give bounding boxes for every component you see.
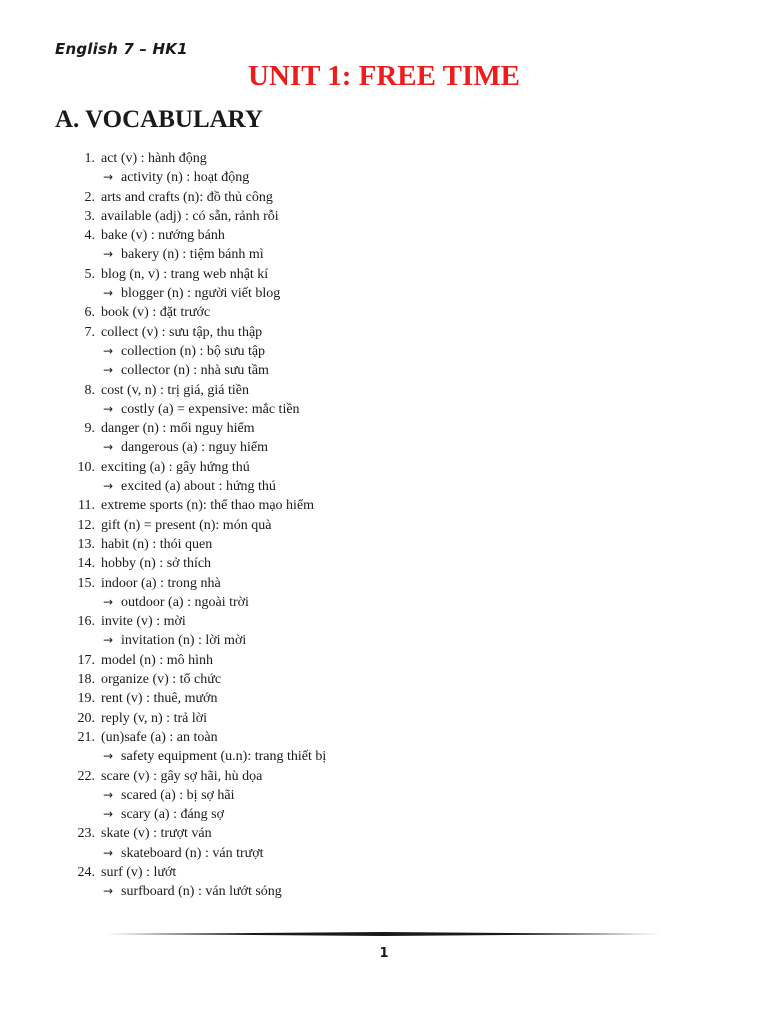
entry-term: extreme sports (n): thể thao mạo hiểm bbox=[101, 498, 315, 514]
entry-number: 22. bbox=[77, 768, 95, 784]
entry-term: available (adj) : có sẵn, rảnh rỗi bbox=[101, 208, 279, 224]
vocab-entry-line bbox=[0, 709, 768, 728]
derived-word-line bbox=[0, 438, 768, 457]
entry-term: exciting (a) : gây hứng thú bbox=[101, 459, 250, 475]
vocab-entry-line bbox=[0, 516, 768, 535]
entry-term: hobby (n) : sở thích bbox=[101, 556, 212, 572]
arrow-right-icon: → bbox=[103, 787, 114, 802]
derived-word-line bbox=[0, 805, 768, 824]
derived-word-line bbox=[0, 593, 768, 612]
entry-number: 6. bbox=[84, 305, 95, 321]
arrow-right-icon: → bbox=[103, 170, 114, 185]
entry-number: 24. bbox=[77, 864, 95, 880]
vocab-entry-line bbox=[0, 689, 768, 708]
vocab-entry bbox=[0, 863, 768, 902]
entry-number: 5. bbox=[84, 266, 95, 282]
derived-word-line bbox=[0, 168, 768, 187]
vocab-entry bbox=[0, 323, 768, 381]
derived-word-line bbox=[0, 786, 768, 805]
derived-word: blogger (n) : người viết blog bbox=[121, 286, 281, 302]
entry-term: rent (v) : thuê, mướn bbox=[101, 691, 218, 707]
entry-number: 13. bbox=[77, 536, 95, 552]
arrow-right-icon: → bbox=[103, 479, 114, 494]
vocab-entry-line bbox=[0, 612, 768, 631]
entry-term: blog (n, v) : trang web nhật kí bbox=[101, 266, 269, 282]
vocab-entry bbox=[0, 226, 768, 265]
arrow-right-icon: → bbox=[103, 440, 114, 455]
entry-number: 18. bbox=[77, 672, 95, 688]
vocab-entry-line bbox=[0, 535, 768, 554]
entry-number: 3. bbox=[84, 208, 95, 224]
arrow-right-icon: → bbox=[103, 845, 114, 860]
entry-term: gift (n) = present (n): món quà bbox=[101, 517, 272, 533]
entry-term: habit (n) : thói quen bbox=[101, 536, 213, 552]
vocab-entry-line bbox=[0, 728, 768, 747]
entry-number: 7. bbox=[84, 324, 95, 340]
entry-term: cost (v, n) : trị giá, giá tiền bbox=[101, 382, 249, 398]
vocab-entry bbox=[0, 689, 768, 708]
vocabulary-list bbox=[0, 149, 768, 902]
vocab-entry bbox=[0, 496, 768, 515]
vocab-entry bbox=[0, 612, 768, 651]
derived-word: scared (a) : bị sợ hãi bbox=[121, 787, 235, 803]
entry-number: 12. bbox=[77, 517, 95, 533]
arrow-right-icon: → bbox=[103, 594, 114, 609]
entry-term: scare (v) : gây sợ hãi, hù dọa bbox=[101, 768, 263, 784]
arrow-right-icon: → bbox=[103, 749, 114, 764]
derived-word: surfboard (n) : ván lướt sóng bbox=[121, 884, 282, 900]
entry-number: 14. bbox=[77, 556, 95, 572]
vocab-entry bbox=[0, 767, 768, 825]
vocab-entry bbox=[0, 207, 768, 226]
vocab-entry-line bbox=[0, 323, 768, 342]
derived-word: scary (a) : đáng sợ bbox=[121, 807, 225, 823]
vocab-entry bbox=[0, 303, 768, 322]
vocab-entry-line bbox=[0, 670, 768, 689]
derived-word-line bbox=[0, 342, 768, 361]
entry-number: 11. bbox=[78, 498, 95, 514]
vocab-entry bbox=[0, 516, 768, 535]
arrow-right-icon: → bbox=[103, 807, 114, 822]
arrow-right-icon: → bbox=[103, 633, 114, 648]
vocab-entry bbox=[0, 149, 768, 188]
vocab-entry-line bbox=[0, 265, 768, 284]
vocab-entry-line bbox=[0, 419, 768, 438]
entry-term: reply (v, n) : trả lời bbox=[101, 710, 208, 726]
entry-term: act (v) : hành động bbox=[101, 151, 207, 166]
derived-word-line bbox=[0, 245, 768, 264]
entry-number: 23. bbox=[77, 826, 95, 842]
entry-number: 10. bbox=[77, 459, 95, 475]
derived-word-line bbox=[0, 400, 768, 419]
entry-term: skate (v) : trượt ván bbox=[101, 826, 212, 842]
entry-number: 9. bbox=[84, 421, 95, 437]
entry-number: 16. bbox=[77, 614, 95, 630]
derived-word: outdoor (a) : ngoài trời bbox=[121, 594, 249, 610]
footer-divider bbox=[106, 929, 662, 939]
vocab-entry-line bbox=[0, 303, 768, 322]
entry-number: 21. bbox=[77, 729, 95, 745]
course-label: English 7 – HK1 bbox=[55, 40, 188, 58]
derived-word: dangerous (a) : nguy hiểm bbox=[121, 440, 268, 456]
derived-word-line bbox=[0, 747, 768, 766]
entry-term: invite (v) : mời bbox=[101, 614, 186, 630]
entry-number: 1. bbox=[84, 151, 95, 166]
entry-term: organize (v) : tổ chức bbox=[101, 672, 222, 688]
arrow-right-icon: → bbox=[103, 247, 114, 262]
derived-word: invitation (n) : lời mời bbox=[121, 633, 247, 649]
entry-term: danger (n) : mối nguy hiểm bbox=[101, 421, 255, 437]
vocab-entry bbox=[0, 728, 768, 767]
vocab-entry-line bbox=[0, 207, 768, 226]
vocab-entry bbox=[0, 419, 768, 458]
derived-word: activity (n) : hoạt động bbox=[121, 170, 250, 186]
vocab-entry bbox=[0, 458, 768, 497]
entry-number: 4. bbox=[84, 228, 95, 244]
vocab-entry-line bbox=[0, 381, 768, 400]
vocab-entry-line bbox=[0, 496, 768, 515]
page-number: 1 bbox=[379, 946, 389, 961]
entry-number: 19. bbox=[77, 691, 95, 707]
vocab-entry bbox=[0, 188, 768, 207]
arrow-right-icon: → bbox=[103, 286, 114, 301]
vocab-entry-line bbox=[0, 651, 768, 670]
entry-term: model (n) : mô hình bbox=[101, 652, 213, 668]
entry-number: 15. bbox=[77, 575, 95, 591]
arrow-right-icon: → bbox=[103, 884, 114, 899]
unit-title: UNIT 1: FREE TIME bbox=[247, 60, 521, 92]
arrow-right-icon: → bbox=[103, 343, 114, 358]
arrow-right-icon: → bbox=[103, 363, 114, 378]
entry-term: collect (v) : sưu tập, thu thập bbox=[101, 324, 263, 340]
vocab-entry bbox=[0, 265, 768, 304]
derived-word: costly (a) = expensive: mắc tiền bbox=[121, 401, 300, 417]
vocab-entry bbox=[0, 670, 768, 689]
vocab-entry bbox=[0, 824, 768, 863]
vocab-entry-line bbox=[0, 824, 768, 843]
section-heading: A. VOCABULARY bbox=[55, 106, 263, 133]
vocab-entry bbox=[0, 554, 768, 573]
arrow-right-icon: → bbox=[103, 401, 114, 416]
vocab-entry bbox=[0, 381, 768, 420]
vocab-entry bbox=[0, 535, 768, 554]
derived-word: excited (a) about : hứng thú bbox=[121, 479, 276, 495]
entry-term: arts and crafts (n): đồ thủ công bbox=[101, 189, 273, 205]
derived-word: safety equipment (u.n): trang thiết bị bbox=[121, 749, 327, 765]
derived-word: collection (n) : bộ sưu tập bbox=[121, 343, 266, 359]
entry-number: 2. bbox=[84, 189, 95, 205]
vocab-entry-line bbox=[0, 458, 768, 477]
derived-word-line bbox=[0, 284, 768, 303]
entry-number: 20. bbox=[77, 710, 95, 726]
derived-word-line bbox=[0, 882, 768, 901]
vocab-entry-line bbox=[0, 554, 768, 573]
entry-term: book (v) : đặt trước bbox=[101, 305, 211, 321]
entry-term: indoor (a) : trong nhà bbox=[101, 575, 221, 591]
vocab-entry-line bbox=[0, 863, 768, 882]
entry-term: surf (v) : lướt bbox=[101, 864, 177, 880]
derived-word-line bbox=[0, 361, 768, 380]
derived-word: bakery (n) : tiệm bánh mì bbox=[121, 247, 264, 263]
vocab-entry bbox=[0, 574, 768, 613]
entry-number: 8. bbox=[84, 382, 95, 398]
vocab-entry bbox=[0, 709, 768, 728]
vocab-entry-line bbox=[0, 767, 768, 786]
entry-term: (un)safe (a) : an toàn bbox=[101, 729, 218, 745]
vocab-entry-line bbox=[0, 574, 768, 593]
derived-word: collector (n) : nhà sưu tầm bbox=[121, 363, 269, 379]
entry-number: 17. bbox=[77, 652, 95, 668]
derived-word-line bbox=[0, 477, 768, 496]
vocab-entry-line bbox=[0, 226, 768, 245]
entry-term: bake (v) : nướng bánh bbox=[101, 228, 225, 244]
vocab-entry-line bbox=[0, 149, 768, 168]
derived-word: skateboard (n) : ván trượt bbox=[121, 845, 264, 861]
derived-word-line bbox=[0, 844, 768, 863]
vocab-entry-line bbox=[0, 188, 768, 207]
vocab-entry bbox=[0, 651, 768, 670]
derived-word-line bbox=[0, 631, 768, 650]
